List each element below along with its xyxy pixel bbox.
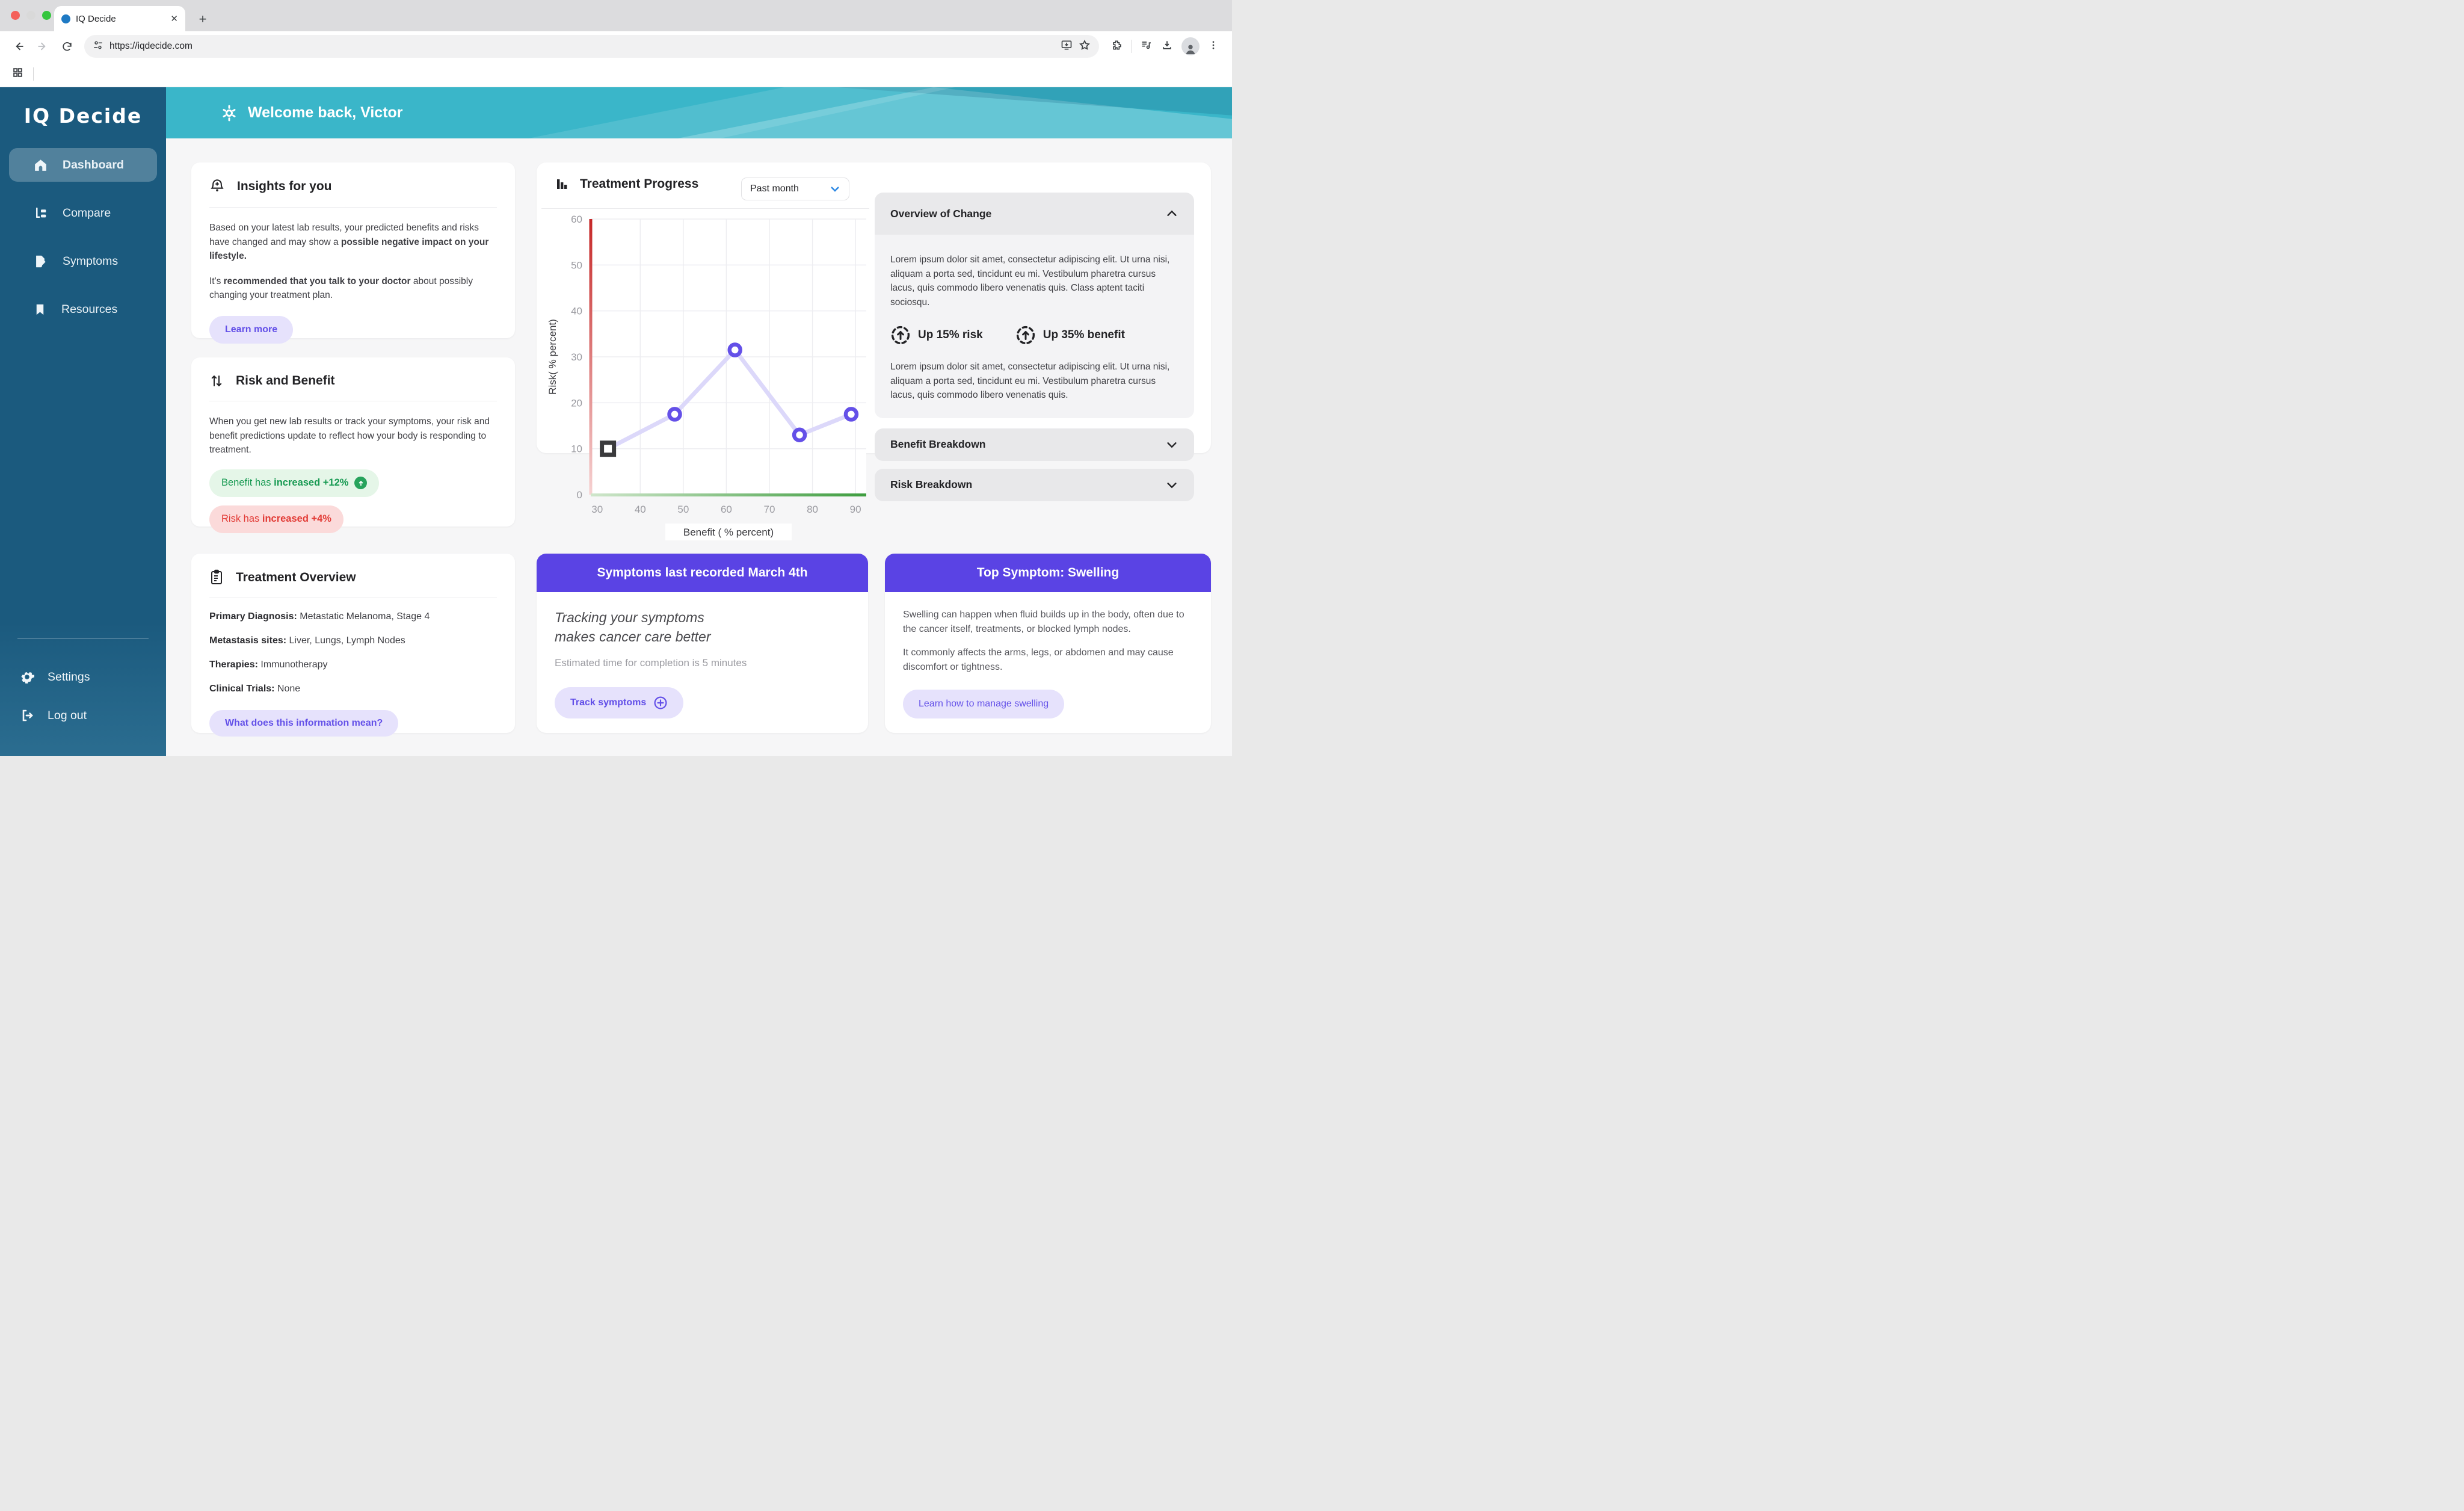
completion-time-note: Estimated time for completion is 5 minutes — [555, 657, 747, 669]
overview-paragraph: Lorem ipsum dolor sit amet, consectetur adipiscing elit. Ut urna nisi, aliquam a porta sed, tincidunt eu mi. Vestibulum pharetra cursus lacus, quis commodo libero venenatis quis. Class aptent taciti sociosqu. — [890, 255, 1170, 307]
time-range-dropdown[interactable] — [741, 178, 849, 200]
sidebar-item-label: Symptoms — [63, 254, 119, 268]
menu-kebab-icon[interactable] — [1208, 40, 1219, 54]
sidebar-item-compare[interactable] — [9, 196, 157, 230]
overview-row: Therapies: Immunotherapy — [209, 660, 328, 670]
logout-icon — [20, 708, 34, 723]
accordion-title: Benefit Breakdown — [890, 438, 986, 451]
overview-row: Clinical Trials: None — [209, 684, 301, 694]
chevron-up-icon[interactable] — [1165, 207, 1178, 220]
sidebar-item-label: Settings — [48, 670, 90, 684]
main-area — [166, 87, 1232, 756]
accordion-title: Risk Breakdown — [890, 478, 973, 491]
svg-text:40: 40 — [634, 504, 646, 515]
arrow-up-circle-icon — [354, 477, 367, 489]
svg-text:90: 90 — [849, 504, 861, 515]
card-title: Risk and Benefit — [236, 374, 335, 388]
info-meaning-button[interactable]: What does this information mean? — [209, 710, 398, 737]
insights-paragraph: Based on your latest lab results, your predicted benefits and risks have changed and may show a possible negative impact on your lifestyle. — [209, 223, 489, 262]
sidebar-item-label: Dashboard — [63, 158, 124, 171]
top-symptom-paragraph: It commonly affects the arms, legs, or abdomen and may cause discomfort or tightness. — [903, 647, 1174, 672]
sidebar-item-resources[interactable] — [9, 292, 157, 326]
change-overview-panel — [875, 193, 1194, 501]
sidebar-divider — [17, 638, 149, 639]
home-icon — [33, 158, 48, 173]
bookmarks-bar — [0, 61, 1232, 87]
svg-text:0: 0 — [576, 489, 582, 501]
treatment-overview-card — [191, 554, 515, 733]
svg-text:50: 50 — [571, 259, 582, 271]
clipboard-icon — [209, 569, 224, 586]
sidebar-item-label: Compare — [63, 206, 111, 220]
media-controls-icon[interactable] — [1141, 39, 1153, 54]
chevron-down-icon — [830, 184, 840, 194]
svg-text:40: 40 — [571, 305, 582, 317]
change-stats — [890, 325, 1178, 345]
close-window-button[interactable] — [11, 11, 20, 20]
page-title: Welcome back, Victor — [248, 104, 403, 121]
url-text[interactable]: https://iqdecide.com — [109, 41, 192, 51]
extensions-icon[interactable] — [1111, 39, 1123, 54]
time-range-value: Past month — [750, 184, 799, 194]
svg-text:10: 10 — [571, 443, 582, 455]
favicon — [61, 14, 70, 23]
svg-text:80: 80 — [807, 504, 819, 515]
overview-paragraph: Lorem ipsum dolor sit amet, consectetur adipiscing elit. Ut urna nisi, aliquam a porta sed, tincidunt eu mi. Vestibulum pharetra cursus lacus, quis commodo libero venenatis quis. — [890, 362, 1170, 401]
sidebar-item-logout[interactable] — [9, 702, 157, 729]
svg-text:60: 60 — [720, 504, 732, 515]
downloads-icon[interactable] — [1161, 39, 1173, 54]
arrows-up-down-icon — [209, 373, 224, 389]
top-symptom-card — [885, 554, 1211, 733]
chevron-down-icon[interactable] — [1165, 478, 1178, 492]
benefit-increase-badge: Benefit has increased +12% — [209, 469, 379, 497]
welcome-banner — [166, 87, 1232, 138]
sidebar-footer — [0, 638, 166, 756]
dashed-circle-up-icon — [1015, 325, 1036, 345]
top-symptom-paragraph: Swelling can happen when fluid builds up in the body, often due to the cancer itself, treatments, or blocked lymph nodes. — [903, 610, 1184, 635]
sidebar-item-label: Resources — [61, 302, 118, 316]
install-app-icon[interactable] — [1061, 39, 1073, 54]
svg-text:30: 30 — [591, 504, 603, 515]
sidebar-item-settings[interactable] — [9, 663, 157, 691]
dashboard-content — [166, 138, 1232, 756]
bell-plus-icon — [209, 178, 225, 195]
symptoms-lede: Tracking your symptoms makes cancer care better — [555, 610, 711, 645]
divider — [209, 207, 497, 208]
symptoms-promo-card — [537, 554, 868, 733]
chevron-down-icon[interactable] — [1165, 438, 1178, 451]
dashed-circle-up-icon — [890, 325, 911, 345]
treatment-progress-card — [537, 162, 1211, 538]
window-controls[interactable] — [11, 11, 51, 20]
risk-benefit-paragraph: When you get new lab results or track your symptoms, your risk and benefit predictions update to reflect how your body is responding to treatment. — [209, 416, 490, 456]
benefit-up-stat: Up 35% benefit — [1015, 325, 1125, 345]
risk-up-stat: Up 15% risk — [890, 325, 983, 345]
forward-icon[interactable] — [32, 36, 53, 57]
app-frame — [0, 87, 1232, 756]
insights-paragraph: It's recommended that you talk to your doctor about possibly changing your treatment plan. — [209, 276, 473, 301]
svg-text:50: 50 — [677, 504, 689, 515]
reload-icon[interactable] — [57, 36, 77, 57]
app-logo: IQ Decide — [23, 104, 143, 128]
svg-text:Risk( % percent): Risk( % percent) — [547, 319, 558, 395]
url-bar[interactable] — [84, 35, 1099, 58]
tab-strip — [0, 0, 1232, 31]
track-symptoms-button[interactable]: Track symptoms — [555, 687, 683, 718]
gear-icon — [20, 670, 34, 684]
bookmarks-divider — [33, 67, 34, 81]
apps-grid-icon[interactable] — [12, 67, 23, 81]
symptoms-card-header: Symptoms last recorded March 4th — [537, 554, 868, 592]
zoom-window-button[interactable] — [42, 11, 51, 20]
card-title: Treatment Progress — [580, 177, 699, 191]
site-settings-icon[interactable] — [93, 40, 103, 54]
sidebar-item-dashboard[interactable] — [9, 148, 157, 182]
profile-avatar[interactable] — [1181, 37, 1200, 55]
bookmark-icon — [33, 303, 47, 317]
divider — [541, 208, 869, 209]
compare-icon — [33, 206, 48, 221]
manage-swelling-button[interactable]: Learn how to manage swelling — [903, 690, 1064, 718]
bar-chart-icon — [555, 177, 569, 191]
browser-tab[interactable] — [54, 6, 185, 31]
browser-window — [0, 0, 1232, 756]
sidebar-item-symptoms[interactable] — [9, 244, 157, 278]
bookmark-star-icon[interactable] — [1079, 39, 1091, 54]
accordion-risk-breakdown[interactable] — [875, 469, 1194, 501]
sidebar — [0, 87, 166, 756]
right-column — [537, 162, 1211, 756]
left-column — [191, 162, 515, 756]
insights-card — [191, 162, 515, 338]
svg-text:Benefit ( % percent): Benefit ( % percent) — [683, 527, 774, 538]
sun-icon — [220, 104, 238, 122]
new-tab-button[interactable]: + — [199, 11, 207, 26]
close-tab-icon[interactable]: ✕ — [170, 14, 178, 24]
toolbar-actions — [1106, 37, 1224, 55]
svg-text:60: 60 — [571, 214, 582, 225]
card-title: Insights for you — [237, 179, 332, 193]
back-icon[interactable] — [8, 36, 29, 57]
sidebar-nav — [0, 148, 166, 326]
risk-increase-badge: Risk has increased +4% — [209, 505, 343, 533]
svg-text:30: 30 — [571, 351, 582, 363]
top-symptom-header: Top Symptom: Swelling — [885, 554, 1211, 592]
overview-row: Primary Diagnosis: Metastatic Melanoma, Stage 4 — [209, 611, 430, 622]
tab-title: IQ Decide — [76, 13, 116, 24]
accordion-overview-of-change[interactable] — [875, 193, 1194, 235]
risk-benefit-card — [191, 357, 515, 527]
overview-row: Metastasis sites: Liver, Lungs, Lymph Nodes — [209, 635, 405, 646]
accordion-body — [875, 235, 1194, 418]
plus-circle-icon — [653, 696, 668, 710]
risk-benefit-chart — [541, 213, 872, 543]
minimize-window-button[interactable] — [26, 11, 35, 20]
sidebar-item-label: Log out — [48, 708, 87, 722]
svg-text:70: 70 — [763, 504, 775, 515]
learn-more-button[interactable]: Learn more — [209, 316, 293, 344]
accordion-benefit-breakdown[interactable] — [875, 428, 1194, 461]
svg-text:20: 20 — [571, 397, 582, 409]
accordion-title: Overview of Change — [890, 207, 992, 220]
file-edit-icon — [33, 254, 48, 269]
card-title: Treatment Overview — [236, 570, 356, 584]
bottom-cards — [537, 554, 1211, 733]
browser-toolbar — [0, 31, 1232, 61]
